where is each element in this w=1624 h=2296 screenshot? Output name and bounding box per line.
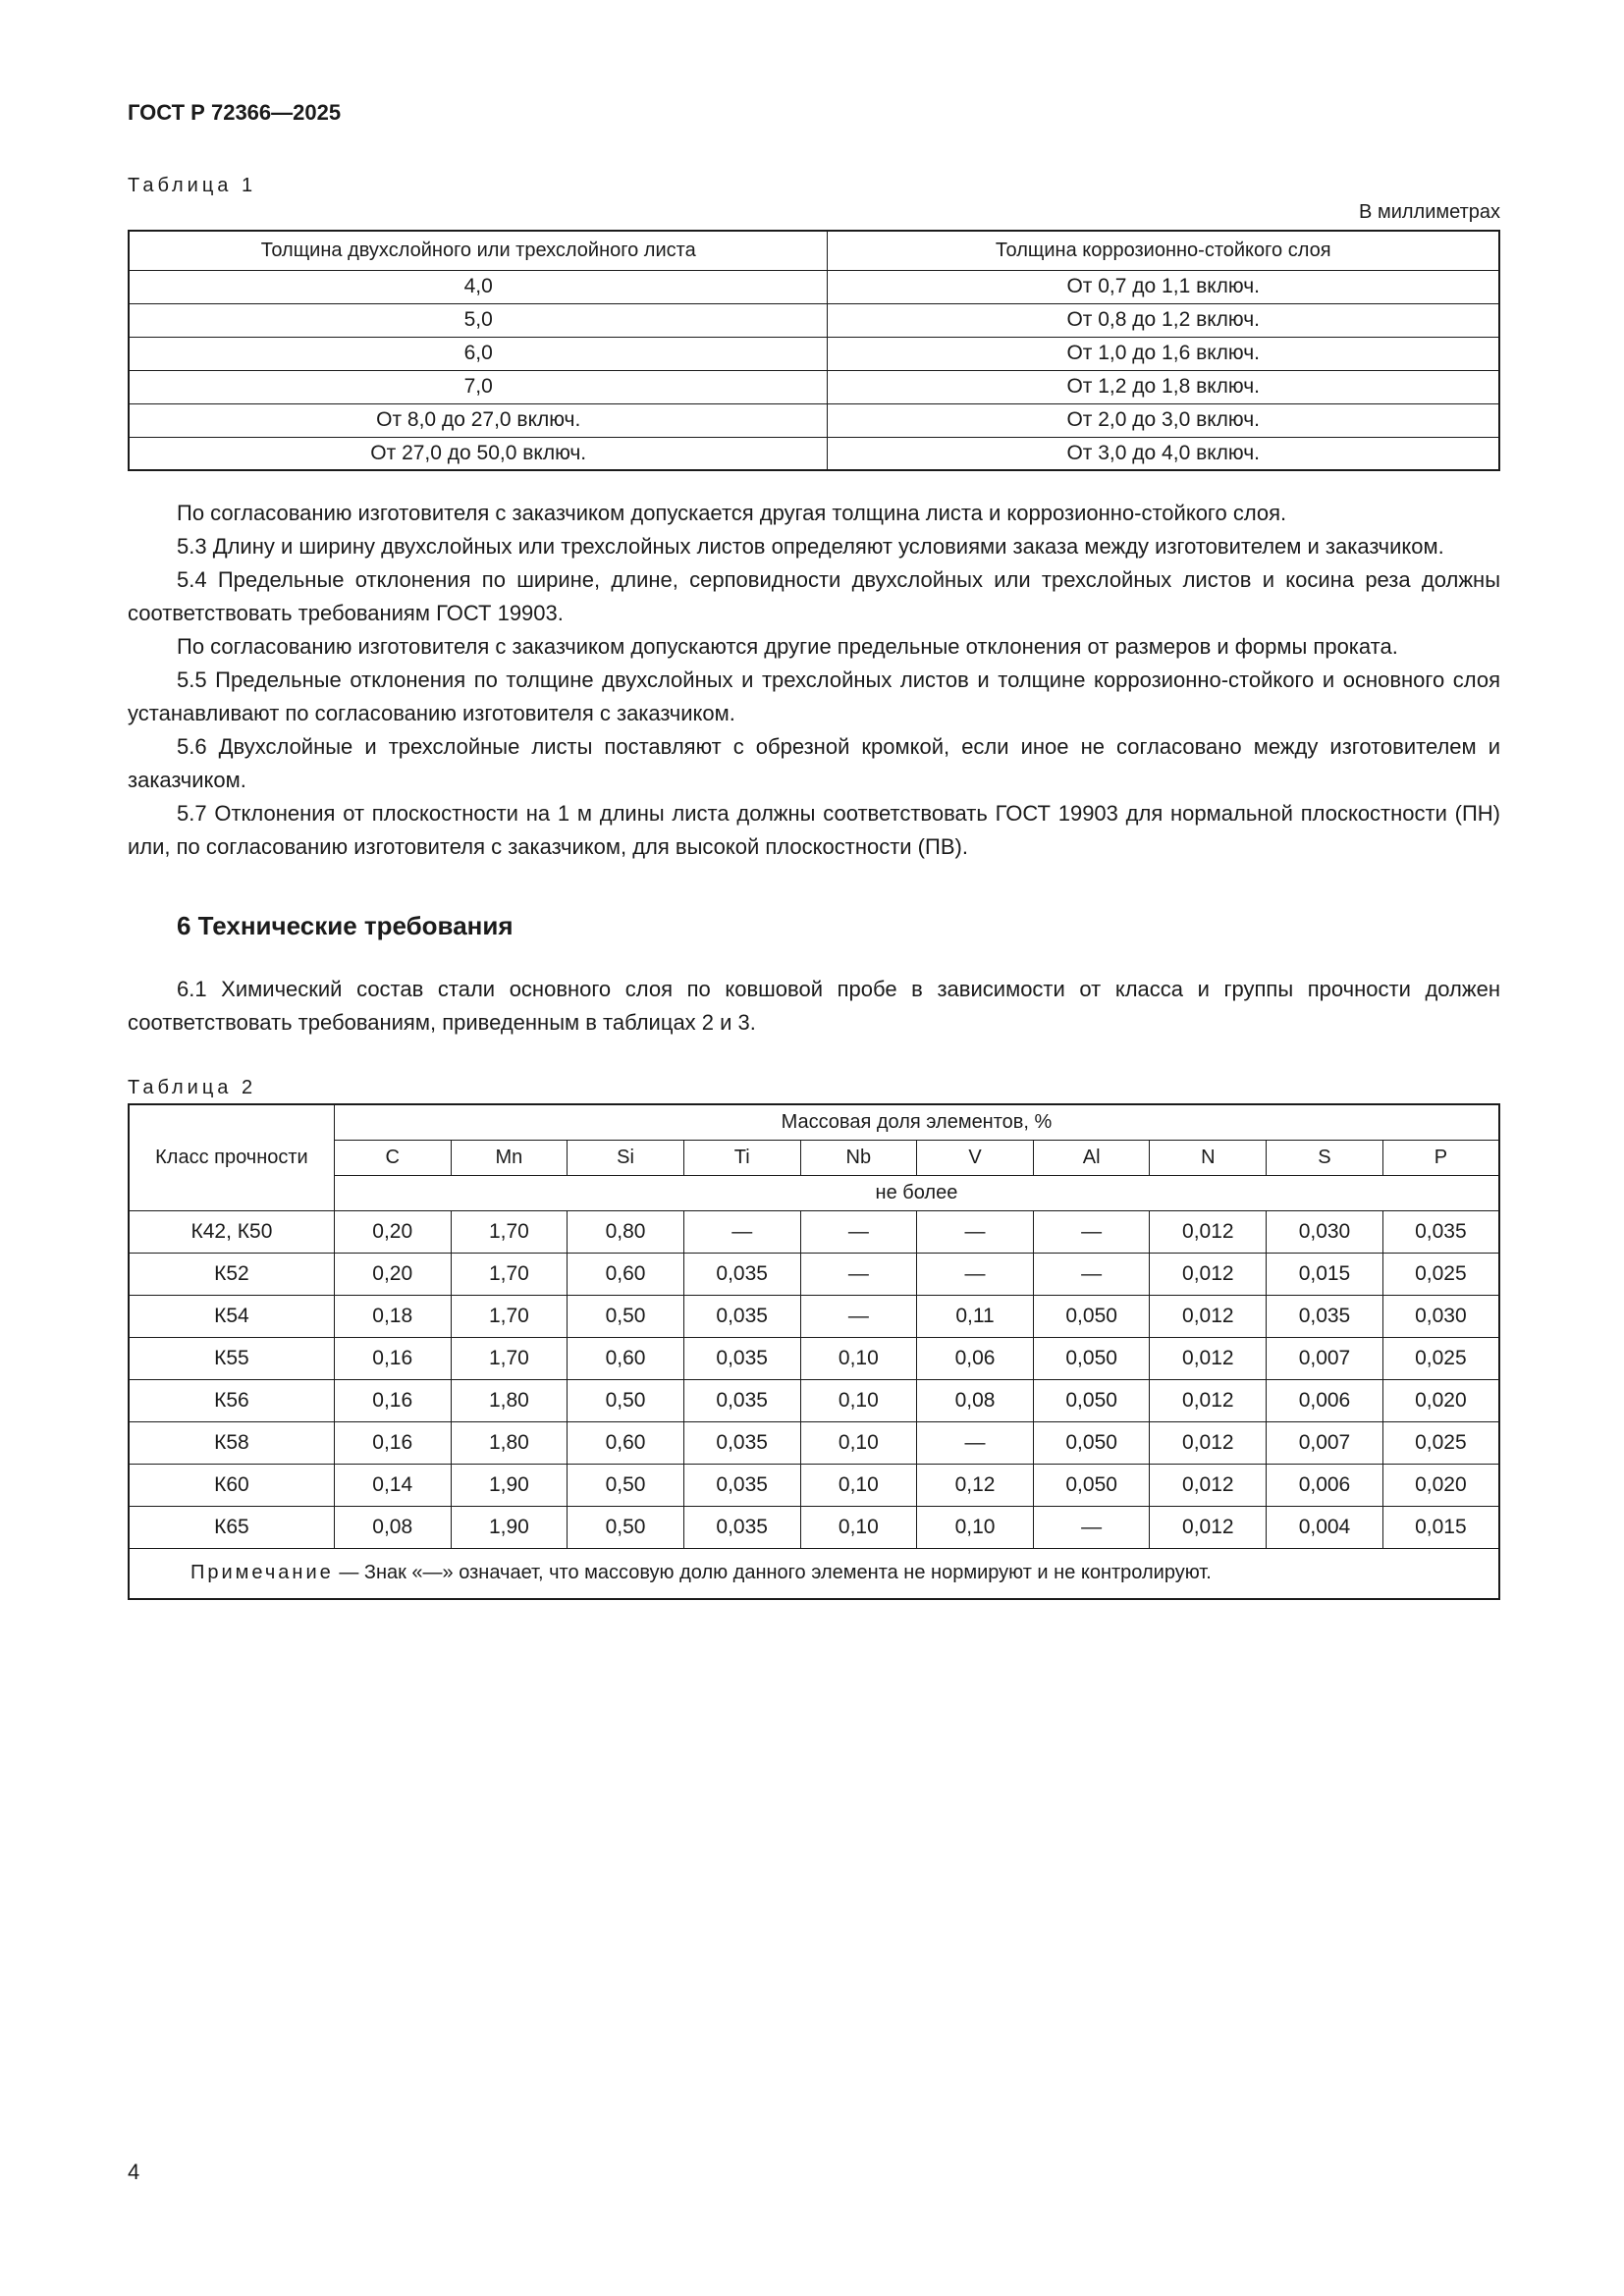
table1-row: [129, 403, 1499, 437]
table2-value-cell: 0,10: [800, 1464, 917, 1506]
table2-limit-label: не более: [334, 1175, 1499, 1210]
table2-value-cell: 0,60: [568, 1421, 684, 1464]
table2-value-cell: —: [1033, 1210, 1150, 1253]
table2-value-cell: 0,14: [334, 1464, 451, 1506]
table2-element-header: Al: [1033, 1140, 1150, 1175]
table2-value-cell: 0,012: [1150, 1506, 1267, 1548]
table2-element-header: C: [334, 1140, 451, 1175]
table2-row: [129, 1337, 1499, 1379]
table2-value-cell: 0,50: [568, 1506, 684, 1548]
table2-value-cell: 0,012: [1150, 1337, 1267, 1379]
table2-value-cell: 0,050: [1033, 1421, 1150, 1464]
table2-row: [129, 1379, 1499, 1421]
table1-cell: От 8,0 до 27,0 включ.: [129, 403, 828, 437]
table1-row: [129, 303, 1499, 337]
table2-value-cell: 1,80: [451, 1421, 568, 1464]
table2-value-cell: 0,035: [683, 1253, 800, 1295]
table2-row: [129, 1506, 1499, 1548]
table1-header-cell: Толщина коррозионно-стойкого слоя: [828, 231, 1499, 270]
table2-value-cell: 0,50: [568, 1295, 684, 1337]
table2-value-cell: 0,012: [1150, 1210, 1267, 1253]
table2-value-cell: 0,007: [1267, 1337, 1383, 1379]
table1-cell: От 1,2 до 1,8 включ.: [828, 370, 1499, 403]
table2-value-cell: 0,08: [334, 1506, 451, 1548]
table2-value-cell: 1,70: [451, 1337, 568, 1379]
table2-value-cell: 1,90: [451, 1506, 568, 1548]
table2-value-cell: 1,80: [451, 1379, 568, 1421]
table2-value-cell: 0,020: [1382, 1464, 1499, 1506]
table2-value-cell: 0,035: [1382, 1210, 1499, 1253]
table2-row: [129, 1253, 1499, 1295]
table2-label: Таблица 2: [128, 1077, 257, 1098]
paragraph-6-1: 6.1 Химический состав стали основного слоя по ковшовой пробе в зависимости от класса и группы прочности должен соответствовать требованиям, приведенным в таблицах 2 и 3.: [128, 977, 1500, 1035]
table1: [128, 230, 1500, 471]
table2-value-cell: 0,16: [334, 1379, 451, 1421]
table2-element-header-row: [129, 1140, 1499, 1175]
table2-value-cell: —: [800, 1295, 917, 1337]
table2-value-cell: 0,12: [917, 1464, 1034, 1506]
table2-value-cell: 0,025: [1382, 1421, 1499, 1464]
table2-value-cell: 0,035: [683, 1379, 800, 1421]
table2-value-cell: 0,10: [800, 1421, 917, 1464]
table2-value-cell: —: [917, 1210, 1034, 1253]
table2-value-cell: 0,16: [334, 1337, 451, 1379]
table2-class-cell: К58: [129, 1421, 334, 1464]
table2-value-cell: 0,050: [1033, 1464, 1150, 1506]
table2-value-cell: 0,60: [568, 1253, 684, 1295]
table2-class-cell: К52: [129, 1253, 334, 1295]
table2-value-cell: —: [800, 1253, 917, 1295]
paragraph: 5.4 Предельные отклонения по ширине, длине, серповидности двухслойных или трехслойных листов и косина реза должны соответствовать требованиям ГОСТ 19903.: [128, 567, 1500, 625]
paragraph: По согласованию изготовителя с заказчиком допускается другая толщина листа и коррозионно-стойкого слоя.: [177, 501, 1287, 525]
table2-value-cell: 0,004: [1267, 1506, 1383, 1548]
table2: [128, 1103, 1500, 1600]
paragraph: 5.6 Двухслойные и трехслойные листы поставляют с обрезной кромкой, если иное не согласовано между изготовителем и заказчиком.: [128, 734, 1500, 792]
table1-cell: От 27,0 до 50,0 включ.: [129, 437, 828, 470]
table2-value-cell: 0,20: [334, 1210, 451, 1253]
table2-value-cell: 0,50: [568, 1379, 684, 1421]
table2-value-cell: 0,015: [1267, 1253, 1383, 1295]
table2-value-cell: —: [683, 1210, 800, 1253]
table1-row: [129, 270, 1499, 303]
table2-limit-row: [129, 1175, 1499, 1210]
table2-value-cell: —: [917, 1421, 1034, 1464]
body-paragraphs: [128, 497, 1500, 864]
paragraph: 5.5 Предельные отклонения по толщине двухслойных и трехслойных листов и толщине коррозионно-стойкого и основного слоя устанавливают по согласованию изготовителя с заказчиком.: [128, 667, 1500, 725]
table2-value-cell: 0,06: [917, 1337, 1034, 1379]
table2-value-cell: 0,80: [568, 1210, 684, 1253]
table2-value-cell: 0,60: [568, 1337, 684, 1379]
table2-value-cell: 0,012: [1150, 1379, 1267, 1421]
table2-class-cell: К55: [129, 1337, 334, 1379]
table1-row: [129, 370, 1499, 403]
table2-value-cell: 0,012: [1150, 1421, 1267, 1464]
table2-element-header: S: [1267, 1140, 1383, 1175]
table2-element-header: Mn: [451, 1140, 568, 1175]
table2-value-cell: 0,08: [917, 1379, 1034, 1421]
table2-value-cell: 0,006: [1267, 1464, 1383, 1506]
table2-element-header: Nb: [800, 1140, 917, 1175]
table2-class-cell: К56: [129, 1379, 334, 1421]
paragraph: По согласованию изготовителя с заказчиком допускаются другие предельные отклонения от размеров и формы проката.: [177, 634, 1398, 659]
table1-cell: 5,0: [129, 303, 828, 337]
table2-value-cell: 0,10: [800, 1337, 917, 1379]
table2-element-header: V: [917, 1140, 1034, 1175]
table2-note: [129, 1548, 1499, 1599]
table2-row: [129, 1295, 1499, 1337]
table2-value-cell: 0,16: [334, 1421, 451, 1464]
table2-element-header: Si: [568, 1140, 684, 1175]
table1-cell: От 0,7 до 1,1 включ.: [828, 270, 1499, 303]
table2-class-header: Класс прочности: [129, 1104, 334, 1210]
table2-value-cell: 0,10: [800, 1506, 917, 1548]
document-header: ГОСТ Р 72366—2025: [128, 100, 342, 125]
paragraph: 5.7 Отклонения от плоскостности на 1 м длины листа должны соответствовать ГОСТ 19903 для нормальной плоскостности (ПН) или, по согласованию изготовителя с заказчиком, для высокой плоскостности (ПВ).: [128, 801, 1500, 859]
table2-value-cell: 0,007: [1267, 1421, 1383, 1464]
page-number: 4: [128, 2160, 140, 2184]
table2-value-cell: 0,11: [917, 1295, 1034, 1337]
table2-value-cell: —: [1033, 1253, 1150, 1295]
table2-value-cell: 0,025: [1382, 1253, 1499, 1295]
table2-value-cell: 0,10: [917, 1506, 1034, 1548]
table2-value-cell: 0,006: [1267, 1379, 1383, 1421]
table2-note-label: Примечание: [190, 1561, 334, 1583]
table2-row: [129, 1421, 1499, 1464]
table2-group-header: Массовая доля элементов, %: [334, 1104, 1499, 1140]
table2-value-cell: 1,70: [451, 1253, 568, 1295]
table2-value-cell: 0,18: [334, 1295, 451, 1337]
table2-note-row: [129, 1548, 1499, 1599]
table1-cell: 6,0: [129, 337, 828, 370]
table2-value-cell: —: [917, 1253, 1034, 1295]
table2-value-cell: 0,015: [1382, 1506, 1499, 1548]
table2-group-header-row: [129, 1104, 1499, 1140]
table1-body: [129, 270, 1499, 470]
table2-value-cell: 0,020: [1382, 1379, 1499, 1421]
table2-class-cell: К60: [129, 1464, 334, 1506]
table2-value-cell: 0,035: [683, 1295, 800, 1337]
table2-value-cell: 0,030: [1267, 1210, 1383, 1253]
table2-element-header: P: [1382, 1140, 1499, 1175]
table2-element-header: Ti: [683, 1140, 800, 1175]
table2-class-cell: К54: [129, 1295, 334, 1337]
table2-body: [129, 1210, 1499, 1548]
table2-row: [129, 1210, 1499, 1253]
table2-value-cell: 0,030: [1382, 1295, 1499, 1337]
table2-value-cell: 1,70: [451, 1210, 568, 1253]
table1-cell: 4,0: [129, 270, 828, 303]
table2-value-cell: 0,050: [1033, 1337, 1150, 1379]
table1-header-cell: Толщина двухслойного или трехслойного листа: [129, 231, 828, 270]
table2-element-header: N: [1150, 1140, 1267, 1175]
table2-value-cell: 0,035: [683, 1464, 800, 1506]
table2-row: [129, 1464, 1499, 1506]
table2-value-cell: 0,035: [683, 1337, 800, 1379]
table1-cell: От 3,0 до 4,0 включ.: [828, 437, 1499, 470]
table2-value-cell: 0,012: [1150, 1253, 1267, 1295]
table1-row: [129, 337, 1499, 370]
table2-value-cell: 0,050: [1033, 1295, 1150, 1337]
table2-value-cell: 0,20: [334, 1253, 451, 1295]
table2-note-text: — Знак «—» означает, что массовую долю данного элемента не нормируют и не контролируют.: [333, 1561, 1212, 1583]
table2-value-cell: 0,050: [1033, 1379, 1150, 1421]
table2-value-cell: 0,50: [568, 1464, 684, 1506]
table1-label: Таблица 1: [128, 175, 257, 196]
table1-cell: От 0,8 до 1,2 включ.: [828, 303, 1499, 337]
paragraph: 5.3 Длину и ширину двухслойных или трехслойных листов определяют условиями заказа между изготовителем и заказчиком.: [177, 534, 1444, 559]
table2-class-cell: К65: [129, 1506, 334, 1548]
table2-value-cell: 0,012: [1150, 1295, 1267, 1337]
table2-value-cell: 0,035: [683, 1506, 800, 1548]
table1-row: [129, 437, 1499, 470]
table2-class-cell: К42, К50: [129, 1210, 334, 1253]
table2-value-cell: 1,70: [451, 1295, 568, 1337]
table2-value-cell: —: [1033, 1506, 1150, 1548]
section-heading: 6 Технические требования: [177, 911, 514, 940]
table2-value-cell: —: [800, 1210, 917, 1253]
table2-value-cell: 1,90: [451, 1464, 568, 1506]
table2-value-cell: 0,025: [1382, 1337, 1499, 1379]
table2-value-cell: 0,10: [800, 1379, 917, 1421]
table1-units-label: В миллиметрах: [1359, 201, 1500, 223]
table2-value-cell: 0,035: [683, 1421, 800, 1464]
table2-value-cell: 0,035: [1267, 1295, 1383, 1337]
table1-cell: 7,0: [129, 370, 828, 403]
table1-header-row: [129, 231, 1499, 270]
table1-cell: От 2,0 до 3,0 включ.: [828, 403, 1499, 437]
table2-value-cell: 0,012: [1150, 1464, 1267, 1506]
table1-cell: От 1,0 до 1,6 включ.: [828, 337, 1499, 370]
